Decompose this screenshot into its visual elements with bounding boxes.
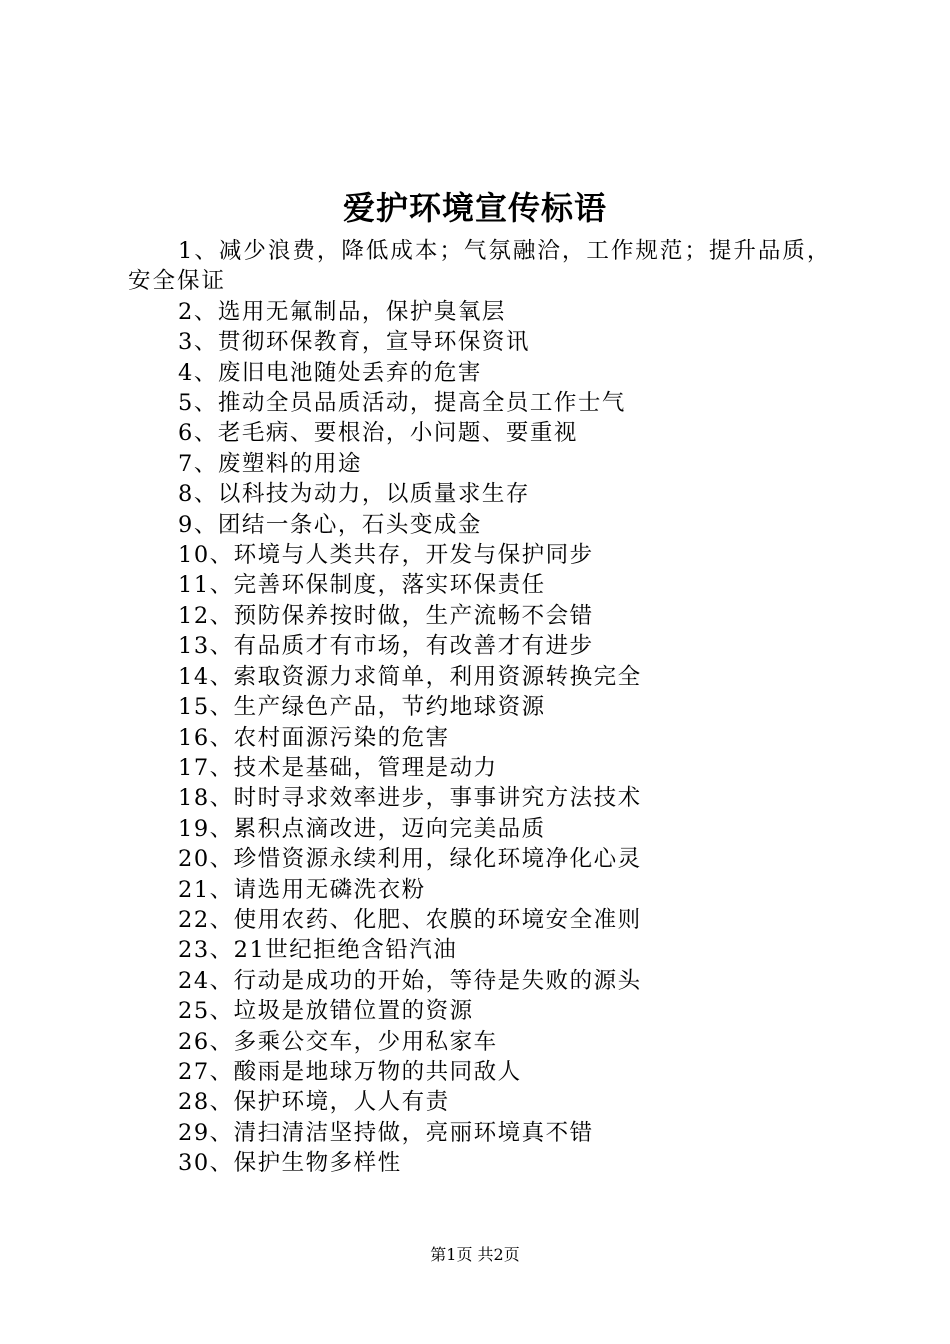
list-item: 12、预防保养按时做，生产流畅不会错 <box>178 602 594 629</box>
list-item: 5、推动全员品质活动，提高全员工作士气 <box>178 390 626 417</box>
list-item: 1、减少浪费，降低成本；气氛融洽，工作规范；提升品质，安全保证 <box>128 238 832 295</box>
list-item: 27、酸雨是地球万物的共同敌人 <box>178 1058 522 1085</box>
list-item: 21、请选用无磷洗衣粉 <box>178 876 426 903</box>
list-item: 14、索取资源力求简单，利用资源转换完全 <box>178 663 642 690</box>
page-footer: 第1页 共2页 <box>430 1245 520 1264</box>
list-item: 8、以科技为动力，以质量求生存 <box>178 481 530 508</box>
list-item: 18、时时寻求效率进步，事事讲究方法技术 <box>178 785 642 812</box>
list-item: 11、完善环保制度，落实环保责任 <box>178 572 546 599</box>
list-item: 23、21世纪拒绝含铅汽油 <box>178 937 458 964</box>
list-item: 13、有品质才有市场，有改善才有进步 <box>178 633 594 660</box>
list-item: 30、保护生物多样性 <box>178 1150 402 1177</box>
list-item: 2、选用无氟制品，保护臭氧层 <box>178 298 506 325</box>
page-title: 爱护环境宣传标语 <box>342 189 607 227</box>
list-item: 29、清扫清洁坚持做，亮丽环境真不错 <box>178 1119 594 1146</box>
slogan-list <box>128 236 848 1179</box>
list-item: 4、废旧电池随处丢弃的危害 <box>178 359 482 386</box>
list-item: 22、使用农药、化肥、农膜的环境安全准则 <box>178 906 642 933</box>
list-item: 24、行动是成功的开始，等待是失败的源头 <box>178 967 642 994</box>
list-item: 6、老毛病、要根治，小问题、要重视 <box>178 420 578 447</box>
list-item: 10、环境与人类共存，开发与保护同步 <box>178 542 594 569</box>
list-item: 28、保护环境，人人有责 <box>178 1089 450 1116</box>
list-item: 15、生产绿色产品，节约地球资源 <box>178 694 546 721</box>
list-item: 25、垃圾是放错位置的资源 <box>178 998 474 1025</box>
list-item: 17、技术是基础，管理是动力 <box>178 754 498 781</box>
list-item: 26、多乘公交车，少用私家车 <box>178 1028 498 1055</box>
list-item: 20、珍惜资源永续利用，绿化环境净化心灵 <box>178 846 642 873</box>
list-item: 19、累积点滴改进，迈向完美品质 <box>178 815 546 842</box>
list-item: 7、废塑料的用途 <box>178 450 362 477</box>
list-item: 16、农村面源污染的危害 <box>178 724 450 751</box>
list-item: 3、贯彻环保教育，宣导环保资讯 <box>178 329 530 356</box>
list-item: 9、团结一条心，石头变成金 <box>178 511 482 538</box>
